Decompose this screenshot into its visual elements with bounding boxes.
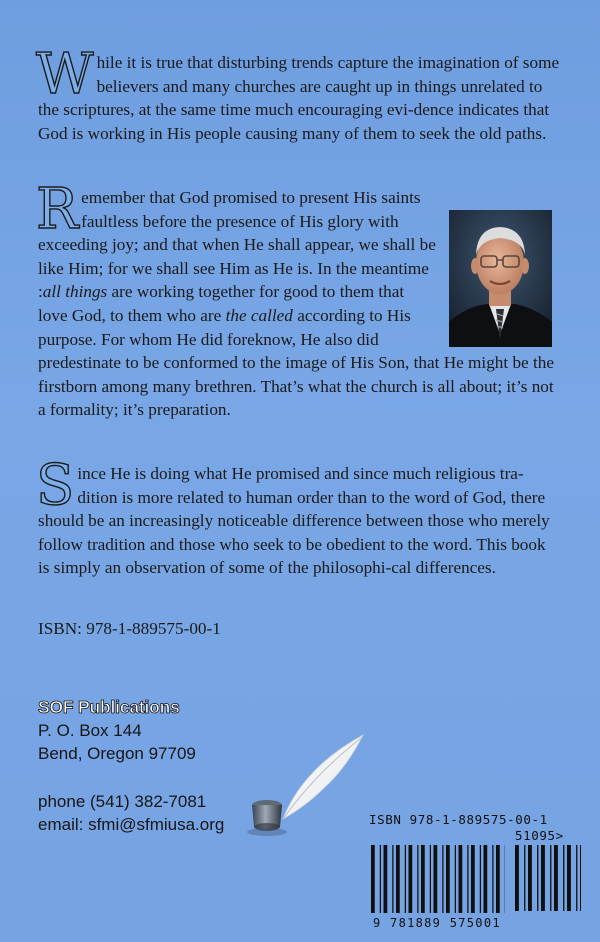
contact-email: email: sfmi@sfmiusa.org [38, 815, 225, 834]
dropcap-w: W [36, 42, 94, 107]
intro-paragraph [36, 42, 560, 145]
promise-text-a: emember that God promised to present His saints faultless before the presence of His glory with exceeding joy; and that when He shall appear, we shall be like Him; for we shall see Him as He is. In the meantime : [38, 188, 436, 302]
emphasis-all-things: all things [42, 282, 108, 302]
quill-inkwell-icon [245, 733, 369, 839]
dropcap-s: S [36, 453, 75, 518]
publisher-name: SOF Publications [38, 697, 180, 717]
barcode-number: 9 781889 575001 [373, 916, 501, 930]
intro-paragraph-text: hile it is true that disturbing trends capture the imagination of some believers and many churches are caught up in things unrelated to the scriptures, at the same time much encouraging evi-dence indicates that God is working in His people causing many of them to seek the old paths. [38, 53, 560, 143]
emphasis-the-called: the called [225, 305, 293, 325]
barcode [369, 812, 587, 934]
publisher-address-line2: Bend, Oregon 97709 [38, 744, 196, 763]
barcode-addon-number: 51095> [515, 828, 564, 843]
publisher-block [38, 696, 196, 765]
isbn-line: ISBN: 978-1-889575-00-1 [38, 619, 221, 638]
barcode-bars [369, 845, 587, 917]
promise-text-c: according to His purpose. For whom He did foreknow, He also did predestinate to be conformed to the image of His Son, that He might be the firstborn among many brethren. That’s what the church is all about; it’s not a formality; it’s preparation. [38, 305, 554, 420]
author-photo [449, 210, 552, 347]
contact-block [38, 790, 224, 836]
dropcap-r: R [36, 177, 79, 242]
barcode-isbn-label: ISBN 978-1-889575-00-1 [369, 812, 548, 827]
promise-paragraph [36, 177, 560, 422]
publisher-address-line1: P. O. Box 144 [38, 721, 142, 740]
contact-phone: phone (541) 382-7081 [38, 792, 207, 811]
tradition-paragraph [36, 453, 560, 580]
promise-text-b: are working together for good to them that love God, to them who are [38, 282, 405, 325]
tradition-paragraph-text: ince He is doing what He promised and since much religious tra-dition is more related to human order than to the word of God, there should be an increasingly noticeable difference between those who merely follow tradition and those who seek to be obedient to the word. This book is simply an observation of some of the philosophi-cal differences. [38, 464, 550, 578]
author-portrait-image [449, 210, 552, 347]
